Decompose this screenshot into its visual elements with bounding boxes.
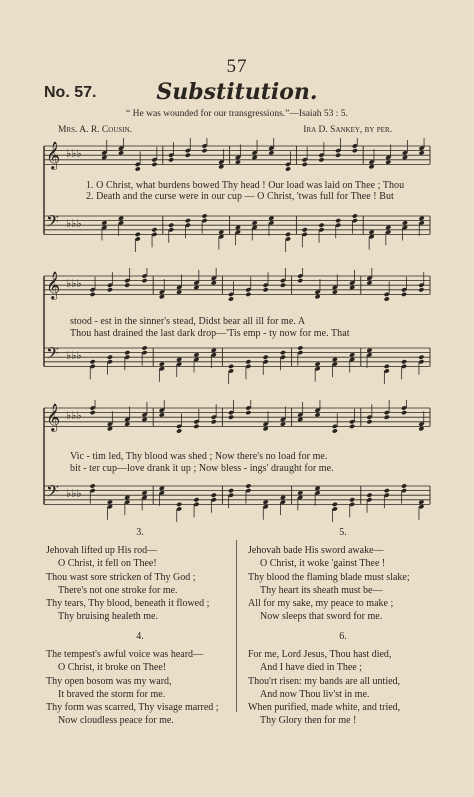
system-2-treble-notehead — [384, 296, 390, 301]
verse-line: Thy bruising healeth me. — [58, 611, 158, 623]
system-2-bass-notehead — [332, 357, 338, 362]
verse-line: Thy blood the flaming blade must slake; — [248, 571, 410, 583]
system-1-treble-notehead — [101, 155, 107, 160]
system-3-treble-notehead — [263, 426, 269, 431]
system-3-treble-notehead — [349, 424, 355, 429]
system-3-treble-notehead — [418, 426, 424, 431]
system-1-treble-notehead — [218, 164, 224, 169]
system-1-treble-notehead — [135, 166, 141, 171]
system-1-bass-notehead — [185, 218, 191, 223]
page-number: 57 — [226, 56, 248, 77]
verse-line: Thy heart its sheath must be— — [260, 584, 383, 596]
system-3-treble-notehead — [332, 428, 338, 433]
system-1-treble-notehead — [352, 148, 358, 153]
system-3-bass-notehead — [418, 499, 424, 504]
system-2-bass-notehead — [228, 364, 234, 369]
scripture-epigraph: “ He was wounded for our transgressions.”—Isaiah 53 : 5. — [126, 109, 348, 119]
system-1-treble-notehead — [268, 150, 274, 155]
verse-line: Thy Glory then for me ! — [260, 715, 357, 727]
system-1-treble-notehead — [185, 153, 191, 158]
verse-line: Thy open bosom was my ward, — [46, 675, 172, 687]
system-2-treble-notehead — [349, 285, 355, 290]
verse-line: For me, Lord Jesus, Thou hast died, — [248, 649, 392, 661]
verse-line: And now Thou liv'st in me. — [260, 688, 370, 700]
system-1-bass-clef: 𝄢 — [46, 211, 59, 235]
system-3-treble-clef: 𝄞 — [46, 403, 61, 431]
system-3-bass-notehead — [280, 495, 286, 500]
system-3-key-signature: ♭♭♭ — [66, 409, 82, 422]
column-divider — [236, 540, 237, 712]
system-2-bass-notehead — [159, 361, 165, 366]
system-2-treble-notehead — [366, 280, 372, 285]
system-2-treble-notehead — [107, 287, 113, 292]
verse-line: O Christ, it fell on Thee! — [58, 558, 157, 570]
system-2-lyric-verse-1: stood - est in the sinner's stead, Didst bear all ill for me. A — [70, 316, 306, 327]
system-1-bass-notehead — [302, 227, 308, 232]
system-2-bass-notehead — [193, 352, 199, 357]
system-1-bass-notehead — [352, 213, 358, 218]
verse-line: Thy tears, Thy blood, beneath it flowed ; — [46, 598, 210, 610]
system-3-bass-notehead — [332, 502, 338, 507]
system-2-lyric-verse-2: Thou hast drained the last dark drop—'Tis emp - ty now for me. That — [70, 328, 350, 339]
system-1-bass-notehead — [318, 223, 324, 228]
system-1-bass-notehead — [151, 227, 157, 232]
system-3-treble-notehead — [384, 415, 390, 420]
system-2-key-signature: ♭♭♭ — [66, 349, 82, 362]
system-1-treble-notehead — [252, 155, 258, 160]
system-3-treble-notehead — [193, 424, 199, 429]
verse-3-number: 3. — [136, 527, 144, 538]
verse-line: Thou wast sore stricken of Thy God ; — [46, 571, 196, 583]
system-2-bass-notehead — [107, 355, 113, 360]
system-1-bass-notehead — [135, 232, 141, 237]
system-3-bass-notehead — [107, 499, 113, 504]
verse-line: O Christ, it woke 'gainst Thee ! — [260, 558, 386, 570]
verse-line: And I have died in Thee ; — [260, 662, 363, 674]
system-3-bass-notehead — [384, 488, 390, 493]
verse-line: Jehovah bade His sword awake— — [248, 545, 384, 557]
system-2-treble-notehead — [297, 278, 303, 283]
verse-4-number: 4. — [136, 631, 144, 642]
system-2-treble-notehead — [90, 292, 96, 297]
system-3-treble-notehead — [314, 412, 320, 417]
system-2-bass-notehead — [418, 355, 424, 360]
system-1-bass-notehead — [252, 220, 258, 225]
system-2-bass-notehead — [263, 355, 269, 360]
system-2-treble-notehead — [176, 289, 182, 294]
system-1-treble-notehead — [285, 166, 291, 171]
system-3-bass-notehead — [176, 502, 182, 507]
system-1-bass-notehead — [201, 213, 207, 218]
system-1-treble-notehead — [402, 155, 408, 160]
verse-line: Thy form was scarred, Thy visage marred ; — [46, 702, 219, 714]
system-3-treble-notehead — [280, 421, 286, 426]
system-2-bass-notehead — [297, 345, 303, 350]
system-2-treble-notehead — [124, 283, 130, 288]
system-2-bass-notehead — [280, 350, 286, 355]
system-3-treble-notehead — [401, 410, 407, 415]
system-1-key-signature: ♭♭♭ — [66, 147, 82, 160]
system-1-lyric-verse-2: 2. Death and the curse were in our cup — O Christ, 'twas full for Thee ! But — [86, 191, 394, 202]
verse-line: The tempest's awful voice was heard— — [46, 649, 204, 661]
system-1-treble-notehead — [168, 157, 174, 162]
system-3-treble-notehead — [124, 421, 130, 426]
system-2-treble-notehead — [245, 292, 251, 297]
verse-3 — [46, 526, 234, 623]
system-2-bass-notehead — [366, 348, 372, 353]
system-1-bass-notehead — [118, 216, 124, 221]
system-2-treble-notehead — [263, 287, 269, 292]
system-3-bass-notehead — [401, 483, 407, 488]
system-3-bass-notehead — [245, 483, 251, 488]
system-3-bass-notehead — [349, 497, 355, 502]
system-2-bass-notehead — [141, 345, 147, 350]
verse-line: Now sleeps that sword for me. — [260, 611, 383, 623]
verse-5-number: 5. — [339, 527, 347, 538]
system-1-treble-notehead — [235, 159, 241, 164]
system-2-treble-notehead — [193, 285, 199, 290]
system-3-lyric-verse-1: Vic - tim led, Thy blood was shed ; Now there's no load for me. — [70, 451, 328, 462]
hymn-title: Substitution. — [156, 79, 318, 105]
verse-line: Thou'rt risen: my bands are all untied, — [248, 675, 401, 687]
system-2-treble-notehead — [211, 280, 217, 285]
system-1-bass-notehead — [268, 216, 274, 221]
system-3-bass-notehead — [159, 486, 165, 491]
system-3-lyric-verse-2: bit - ter cup—love drank it up ; Now bless - ings' draught for me. — [70, 463, 334, 474]
system-1-bass-notehead — [402, 220, 408, 225]
system-3-bass-notehead — [124, 495, 130, 500]
system-1-treble-notehead — [419, 150, 425, 155]
system-1-bass-notehead — [235, 225, 241, 230]
system-1-bass-notehead — [218, 229, 224, 234]
system-2-treble-clef: 𝄞 — [46, 271, 61, 299]
system-3-bass-notehead — [228, 488, 234, 493]
system-2-bass-notehead — [176, 357, 182, 362]
verse-line: O Christ, it broke on Thee! — [58, 662, 167, 674]
system-3-bass-notehead — [141, 490, 147, 495]
system-2-treble-notehead — [280, 283, 286, 288]
system-3-treble-notehead — [245, 410, 251, 415]
verse-line: There's not one stroke for me. — [58, 584, 178, 596]
verse-5 — [248, 526, 438, 623]
system-2-treble-notehead — [159, 294, 165, 299]
system-2-bass-notehead — [90, 359, 96, 364]
system-3-treble-notehead — [176, 428, 182, 433]
system-3-bass-notehead — [211, 493, 217, 498]
system-2-bass-notehead — [124, 350, 130, 355]
author-credit: Mrs. A. R. Cousin. — [58, 125, 133, 135]
verse-line: All for my sake, my peace to make ; — [248, 598, 394, 610]
verse-line: It braved the storm for me. — [58, 688, 166, 700]
system-1-treble-notehead — [201, 148, 207, 153]
system-3-treble-notehead — [107, 426, 113, 431]
system-2-bass-notehead — [314, 361, 320, 366]
system-2-key-signature: ♭♭♭ — [66, 277, 82, 290]
system-1-bass-notehead — [385, 225, 391, 230]
system-3-bass-notehead — [297, 490, 303, 495]
verse-4 — [46, 630, 234, 727]
system-1-treble-notehead — [151, 162, 157, 167]
verse-6-number: 6. — [339, 631, 347, 642]
verse-line: Jehovah lifted up His rod— — [46, 545, 158, 557]
system-3-treble-notehead — [211, 419, 217, 424]
system-2-treble-notehead — [418, 287, 424, 292]
verse-line: Now cloudless peace for me. — [58, 715, 174, 727]
system-2-bass-notehead — [384, 364, 390, 369]
system-3-bass-notehead — [263, 499, 269, 504]
system-1-treble-notehead — [385, 159, 391, 164]
system-1-key-signature: ♭♭♭ — [66, 217, 82, 230]
system-2-bass-notehead — [211, 348, 217, 353]
system-1-treble-notehead — [318, 157, 324, 162]
system-3-treble-notehead — [90, 410, 96, 415]
system-2-bass-notehead — [349, 352, 355, 357]
system-1-treble-notehead — [302, 162, 308, 167]
system-3-treble-notehead — [228, 415, 234, 420]
composer-credit: Ira D. Sankey, by per. — [303, 125, 392, 135]
system-1-bass-notehead — [368, 229, 374, 234]
system-2-treble-notehead — [401, 292, 407, 297]
system-1-bass-notehead — [419, 216, 425, 221]
system-3-treble-notehead — [297, 417, 303, 422]
system-3-treble-notehead — [366, 419, 372, 424]
verse-6 — [248, 630, 438, 727]
system-3-bass-notehead — [366, 493, 372, 498]
system-1-treble-notehead — [335, 153, 341, 158]
system-2-bass-clef: 𝄢 — [46, 343, 59, 367]
system-1-bass-notehead — [101, 220, 107, 225]
system-3-treble-notehead — [141, 417, 147, 422]
system-2-bass-notehead — [401, 359, 407, 364]
verse-line: When purified, made white, and tried, — [248, 702, 401, 714]
system-3-key-signature: ♭♭♭ — [66, 487, 82, 500]
system-1-lyric-verse-1: 1. O Christ, what burdens bowed Thy head ! Our load was laid on Thee ; Thou — [86, 180, 405, 191]
system-1-treble-clef: 𝄞 — [46, 141, 61, 169]
hymn-number: No. 57. — [44, 84, 97, 101]
system-1-bass-notehead — [335, 218, 341, 223]
system-1-bass-notehead — [168, 223, 174, 228]
system-2-treble-notehead — [228, 296, 234, 301]
system-1-treble-notehead — [118, 150, 124, 155]
system-1-treble-notehead — [368, 164, 374, 169]
system-3-bass-clef: 𝄢 — [46, 481, 59, 505]
system-2-treble-notehead — [141, 278, 147, 283]
system-3-bass-notehead — [90, 483, 96, 488]
system-1-bass-notehead — [285, 232, 291, 237]
system-3-treble-notehead — [159, 412, 165, 417]
system-3-bass-notehead — [314, 486, 320, 491]
system-2-bass-notehead — [245, 359, 251, 364]
system-2-treble-notehead — [314, 294, 320, 299]
system-2-treble-notehead — [332, 289, 338, 294]
system-3-bass-notehead — [193, 497, 199, 502]
